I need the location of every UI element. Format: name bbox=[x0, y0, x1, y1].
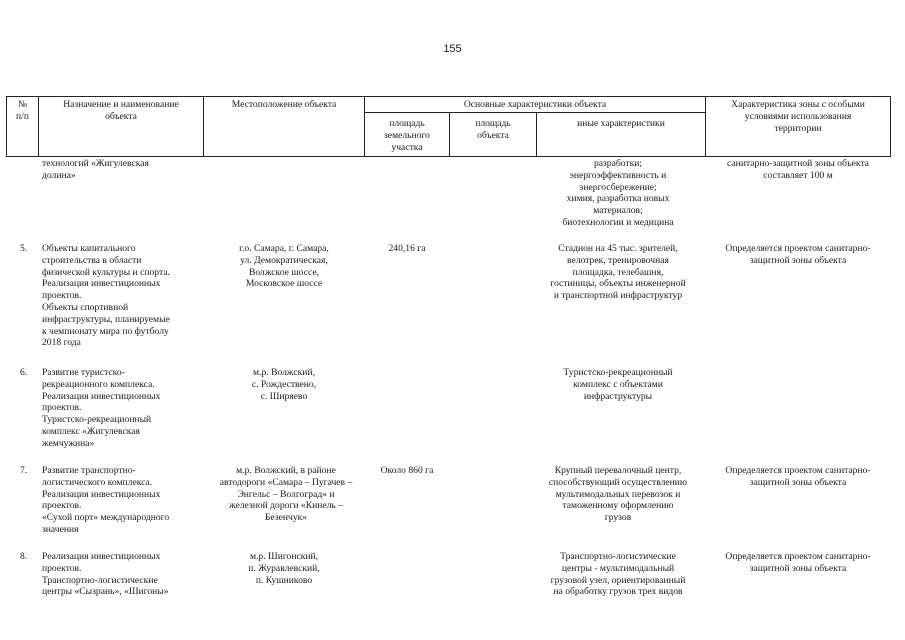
row-zone: Определяется проектом санитарно- защитной зоны объекта bbox=[725, 243, 871, 266]
row-location: м.р. Шигонский, п. Журавлевский, п. Кушниково bbox=[248, 551, 320, 586]
row-purpose: Развитие транспортно- логистического комплекса. Реализация инвестиционных проектов. «Сухой порт» международного значения bbox=[42, 465, 170, 535]
table-top-rule bbox=[6, 96, 891, 97]
row-purpose: Объекты капитального строительства в области физической культуры и спорта. Реализация инвестиционных проектов. Объекты спортивной инфраструктуры, планируемые к чемпионату мира по футболу 2018 года bbox=[42, 243, 170, 349]
subheader-rule bbox=[364, 112, 705, 113]
row-land-area: Около 860 га bbox=[380, 465, 434, 476]
row-zone: Определяется проектом санитарно- защитной зоны объекта bbox=[725, 465, 871, 488]
header-num: № п/п bbox=[16, 99, 29, 122]
header-land-area: площадь земельного участка bbox=[384, 118, 430, 153]
header-location: Местоположение объекта bbox=[231, 99, 337, 110]
page-number: 155 bbox=[443, 43, 462, 55]
row-zone: Определяется проектом санитарно- защитной зоны объекта bbox=[725, 551, 871, 574]
header-purpose: Назначение и наименование объекта bbox=[63, 99, 179, 122]
row-purpose: Развитие туристско- рекреационного комплекса. Реализация инвестиционных проектов. Туристско-рекреационный комплекс «Жигулевская жемчужина» bbox=[42, 367, 161, 449]
row-zone: санитарно-защитной зоны объекта составляет 100 м bbox=[727, 158, 869, 181]
header-bottom-rule bbox=[6, 156, 891, 157]
row-num: 7. bbox=[20, 465, 28, 476]
header-zone-characteristics: Характеристика зоны с особыми условиями использования территории bbox=[731, 99, 865, 134]
row-purpose: Реализация инвестиционных проектов. Транспортно-логистические центры «Сызрань», «Шигоны» bbox=[42, 551, 169, 598]
table-right-rule bbox=[890, 96, 891, 156]
row-other-characteristics: разработки; энергоэффективность и энергосбережение; химия, разработка новых материалов; биотехнологии и медицина bbox=[562, 158, 674, 228]
row-land-area: 240,16 га bbox=[388, 243, 426, 254]
row-other-characteristics: Стадион на 45 тыс. зрителей, велотрек, тренировочная площадка, телебашня, гостиницы, объекты инженерной и транспортной инфраструктур bbox=[550, 243, 686, 302]
row-num: 6. bbox=[20, 367, 28, 378]
row-location: м.р. Волжский, в районе автодороги «Самара – Пугачев – Энгельс – Волгоград» и железной дороги «Кинель – Безенчук» bbox=[219, 465, 353, 524]
header-other-characteristics: иные характеристики bbox=[577, 118, 665, 129]
row-other-characteristics: Крупный перевалочный центр, способствующий осуществлению мультимодальных перевозок и таможенному оформлению грузов bbox=[548, 465, 688, 524]
row-purpose: технологий «Жигулевская долина» bbox=[42, 158, 149, 181]
header-main-characteristics: Основные характеристики объекта bbox=[463, 99, 607, 110]
row-num: 5. bbox=[20, 243, 28, 254]
row-location: м.р. Волжский, с. Рождествено, с. Ширяево bbox=[251, 367, 317, 402]
header-object-area: площадь объекта bbox=[475, 118, 511, 141]
row-other-characteristics: Транспортно-логистические центры - мультимодальный грузовой узел, ориентированный на обработку грузов трех видов bbox=[550, 551, 686, 598]
row-location: г.о. Самара, г. Самара, ул. Демократическая, Волжское шоссе, Московское шоссе bbox=[239, 243, 329, 290]
row-num: 8. bbox=[20, 551, 28, 562]
row-other-characteristics: Туристско-рекреационный комплекс с объектами инфраструктуры bbox=[563, 367, 673, 402]
